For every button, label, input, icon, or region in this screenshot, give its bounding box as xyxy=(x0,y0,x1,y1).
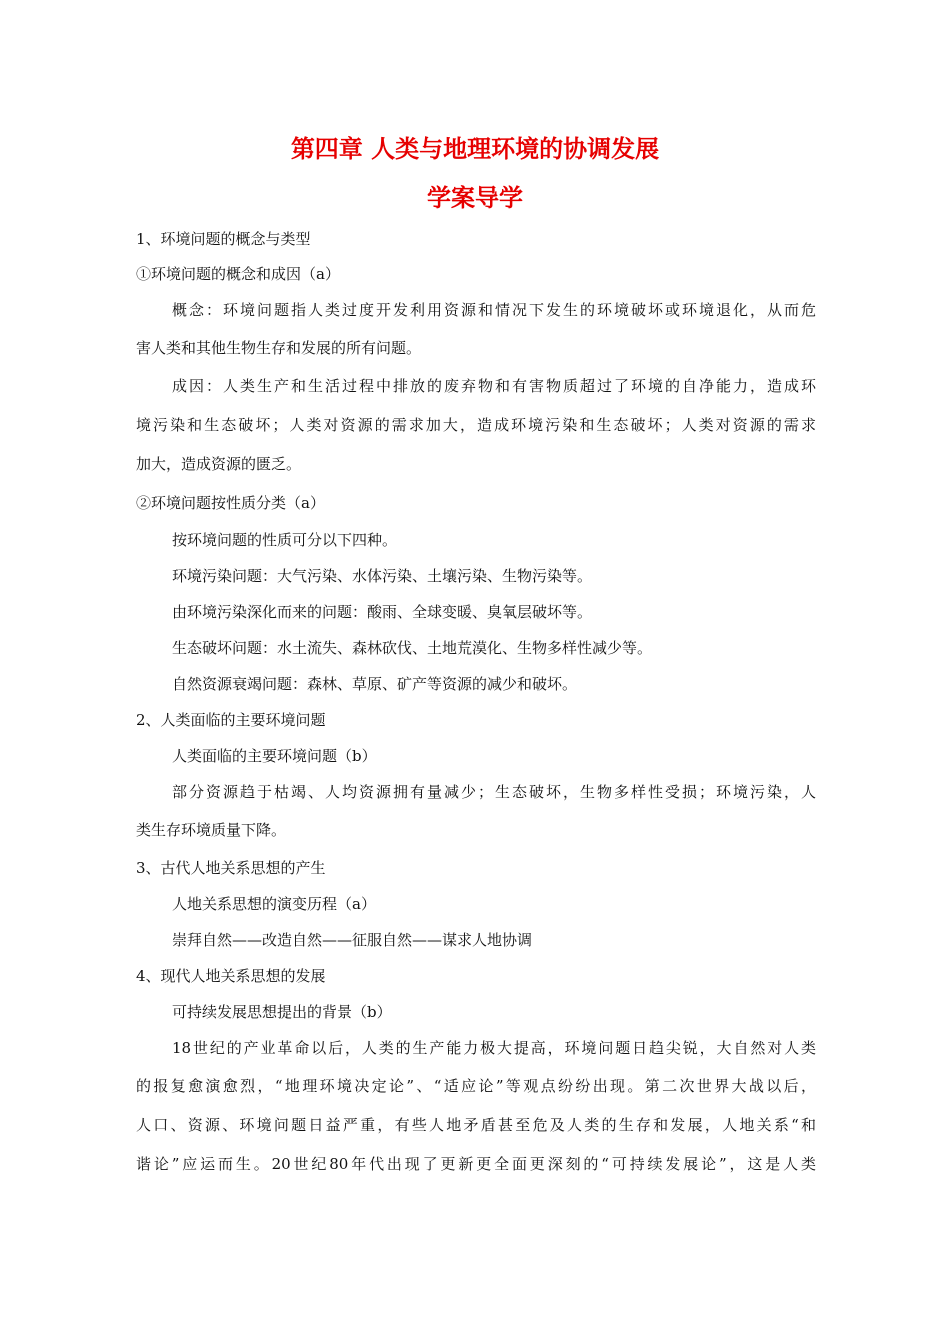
item-derived-problems: 由环境污染深化而来的问题：酸雨、全球变暖、臭氧层破坏等。 xyxy=(172,603,593,621)
item-resource-depletion: 自然资源衰竭问题：森林、草原、矿产等资源的减少和破坏。 xyxy=(172,675,578,693)
item-ecological-damage: 生态破坏问题：水土流失、森林砍伐、土地荒漠化、生物多样性减少等。 xyxy=(172,639,653,657)
item-pollution: 环境污染问题：大气污染、水体污染、土壤污染、生物污染等。 xyxy=(172,567,593,585)
heading-ancient-thought: 3、古代人地关系思想的产生 xyxy=(136,859,326,877)
subheading-classification: ②环境问题按性质分类（a） xyxy=(136,494,325,512)
paragraph-background-line4: 谐论”应运而生。20世纪80年代出现了更新更全面更深刻的“可持续发展论”，这是人类 xyxy=(136,1155,816,1173)
paragraph-causes-line3: 加大，造成资源的匮乏。 xyxy=(136,455,302,473)
paragraph-evolution: 崇拜自然——改造自然——征服自然——谋求人地协调 xyxy=(172,931,533,949)
paragraph-four-types: 按环境问题的性质可分以下四种。 xyxy=(172,531,398,549)
chapter-title: 第四章 人类与地理环境的协调发展 xyxy=(290,135,660,163)
subheading-sustainable-background: 可持续发展思想提出的背景（b） xyxy=(172,1003,392,1021)
heading-modern-thought: 4、现代人地关系思想的发展 xyxy=(136,967,326,985)
subheading-evolution: 人地关系思想的演变历程（a） xyxy=(172,895,376,913)
subheading-main-problems: 人类面临的主要环境问题（b） xyxy=(172,747,377,765)
subheading-concept-causes: ①环境问题的概念和成因（a） xyxy=(136,265,340,283)
paragraph-causes-line1: 成因：人类生产和生活过程中排放的废弃物和有害物质超过了环境的自净能力，造成环 xyxy=(172,377,816,395)
paragraph-background-line3: 人口、资源、环境问题日益严重，有些人地矛盾甚至危及人类的生存和发展，人地关系“和 xyxy=(136,1116,816,1134)
paragraph-concept-line2: 害人类和其他生物生存和发展的所有问题。 xyxy=(136,339,422,357)
paragraph-main-problems-line2: 类生存环境质量下降。 xyxy=(136,821,287,839)
paragraph-causes-line2: 境污染和生态破坏；人类对资源的需求加大，造成环境污染和生态破坏；人类对资源的需求 xyxy=(136,416,816,434)
paragraph-background-line1: 18世纪的产业革命以后，人类的生产能力极大提高，环境问题日趋尖锐，大自然对人类 xyxy=(172,1039,816,1057)
paragraph-concept-line1: 概念：环境问题指人类过度开发利用资源和情况下发生的环境破坏或环境退化，从而危 xyxy=(172,301,816,319)
section-subtitle: 学案导学 xyxy=(427,184,523,212)
paragraph-background-line2: 的报复愈演愈烈，“地理环境决定论”、“适应论”等观点纷纷出现。第二次世界大战以后， xyxy=(136,1077,816,1095)
heading-main-problems: 2、人类面临的主要环境问题 xyxy=(136,711,326,729)
heading-environment-problems: 1、环境问题的概念与类型 xyxy=(136,230,311,248)
paragraph-main-problems-line1: 部分资源趋于枯竭、人均资源拥有量减少；生态破坏，生物多样性受损；环境污染，人 xyxy=(172,783,816,801)
